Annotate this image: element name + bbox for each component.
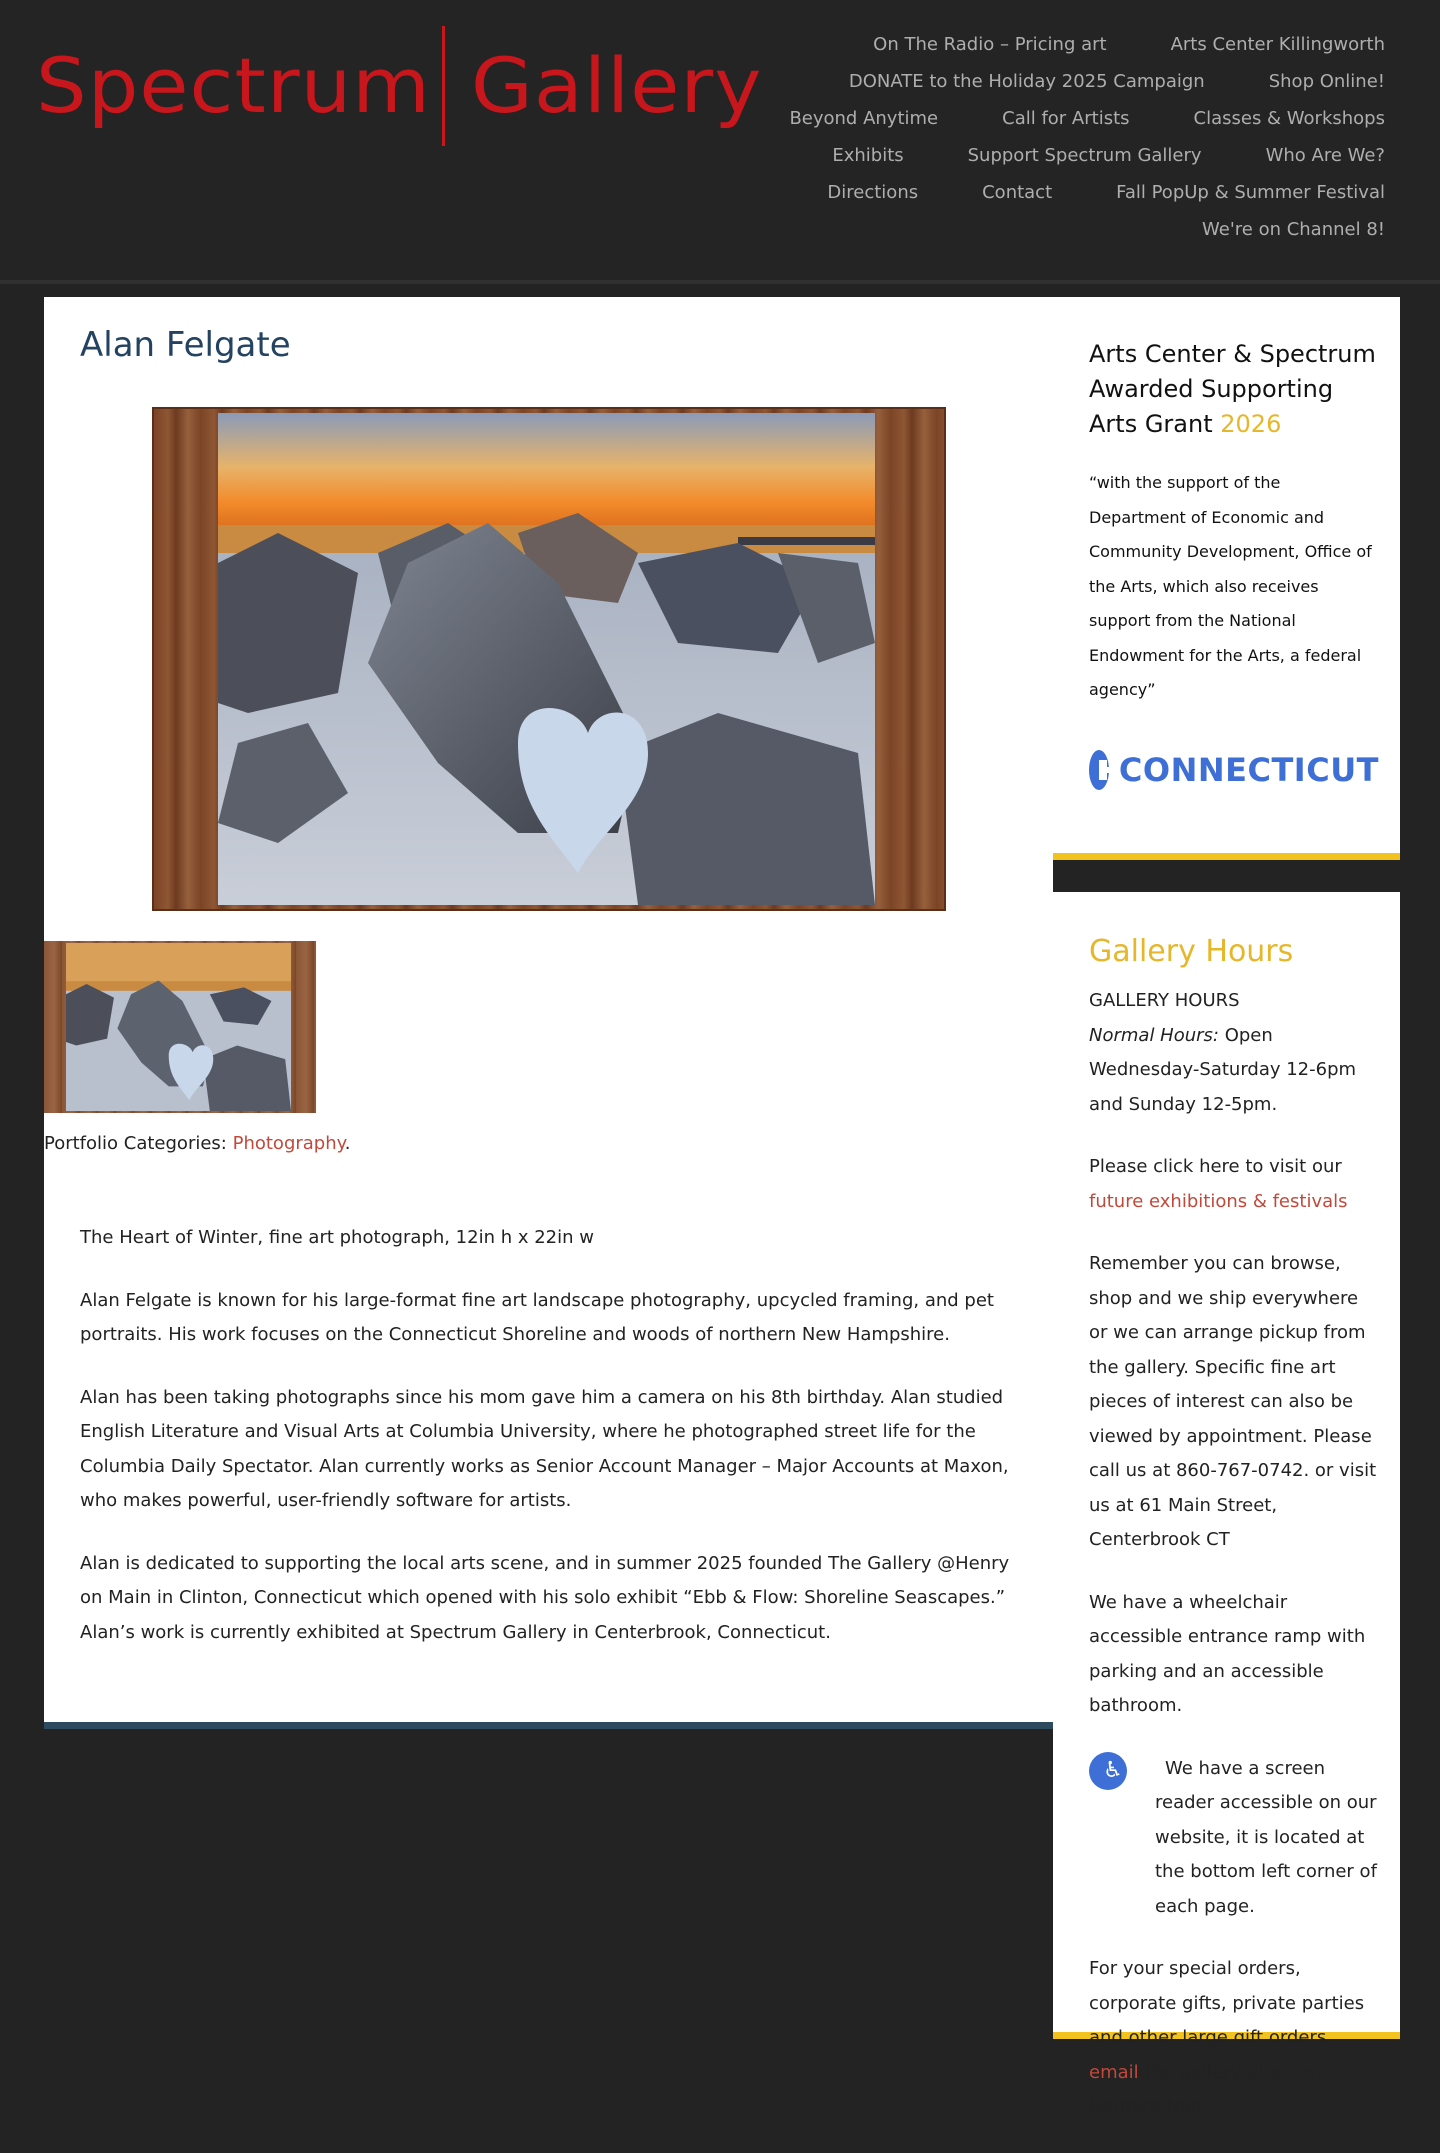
- nav-row: [765, 174, 1385, 211]
- nav-link-call-for-artists[interactable]: Call for Artists: [1002, 108, 1130, 129]
- nav-row: [765, 26, 1385, 63]
- connecticut-mark-icon: [1089, 750, 1109, 790]
- thumbnail-image: [66, 943, 291, 1111]
- connecticut-wordmark: CONNECTICUT: [1118, 750, 1379, 789]
- bio-paragraph: Alan has been taking photographs since his mom gave him a camera on his 8th birthday. Alan studied English Literature and Visual Arts at Columbia University, where he photographed street life for the Columbia Daily Spectator. Alan currently works as Senior Account Manager – Major Accounts at Maxon, who makes powerful, user-friendly software for artists.: [80, 1386, 1009, 1511]
- gallery-hours-title: Gallery Hours: [1089, 934, 1294, 969]
- future-exhibitions-link[interactable]: future exhibitions & festivals: [1089, 1190, 1348, 1212]
- screen-reader-text: We have a screen reader accessible on our website, it is located at the bottom left corner of each page.: [1155, 1757, 1377, 1917]
- nav-row: [765, 137, 1385, 174]
- nav-link-channel-8[interactable]: We're on Channel 8!: [1202, 219, 1385, 240]
- nav-link-radio-pricing[interactable]: On The Radio – Pricing art: [873, 34, 1107, 55]
- artwork-thumbnail[interactable]: [44, 941, 316, 1113]
- orders-text-end: the gallery director, Barbara Nair.: [1089, 2061, 1323, 2117]
- visit-text: Please click here to visit our: [1089, 1156, 1342, 1177]
- visit-paragraph: [1089, 1150, 1379, 1219]
- nav-row: [765, 100, 1385, 137]
- nav-row: [765, 211, 1385, 248]
- browse-paragraph: Remember you can browse, shop and we ship everywhere or we can arrange pickup from the gallery. Specific fine art pieces of interest can also be viewed by appointment. Please call us at 860-767-0742. or visit us at 61 Main Street, Centerbrook CT: [1089, 1253, 1377, 1550]
- nav-link-arts-center[interactable]: Arts Center Killingworth: [1170, 34, 1385, 55]
- featured-artwork-frame[interactable]: [152, 407, 946, 911]
- site-logo[interactable]: [36, 26, 763, 146]
- portfolio-article: [44, 297, 1053, 1729]
- portfolio-categories: [44, 1133, 350, 1154]
- gallery-hours-widget: [1053, 892, 1400, 2117]
- categories-label: Portfolio Categories:: [44, 1133, 227, 1154]
- artwork-caption: The Heart of Winter, fine art photograph, 12in h x 22in w: [80, 1227, 594, 1248]
- orders-paragraph: [1089, 1952, 1379, 2125]
- nav-link-who-are-we[interactable]: Who Are We?: [1265, 145, 1385, 166]
- nav-link-contact[interactable]: Contact: [982, 182, 1053, 203]
- normal-hours-label: Normal Hours:: [1089, 1024, 1219, 1046]
- nav-link-shop-online[interactable]: Shop Online!: [1268, 71, 1385, 92]
- nav-link-fall-popup[interactable]: Fall PopUp & Summer Festival: [1116, 182, 1385, 203]
- logo-word-gallery: Gallery: [471, 41, 763, 130]
- normal-hours-text: Open Wednesday-Saturday 12-6pm and Sunday 12-5pm.: [1089, 1024, 1357, 1115]
- accessibility-icon[interactable]: ♿: [1089, 1752, 1127, 1790]
- featured-artwork-image: [218, 413, 875, 905]
- email-link[interactable]: email: [1089, 2061, 1139, 2083]
- bio-paragraph: Alan is dedicated to supporting the local arts scene, and in summer 2025 founded The Gallery @Henry on Main in Clinton, Connecticut which opened with his solo exhibit “Ebb & Flow: Shoreline Seascapes.” Alan’s work is currently exhibited at Spectrum Gallery in Centerbrook, Connecticut.: [80, 1552, 1010, 1643]
- categories-suffix: .: [344, 1133, 351, 1154]
- nav-link-support[interactable]: Support Spectrum Gallery: [967, 145, 1202, 166]
- grant-title: [1089, 337, 1379, 442]
- logo-divider: [442, 26, 445, 146]
- main-nav: [765, 26, 1385, 248]
- grant-title-text: Arts Center & Spectrum Awarded Supporting Arts Grant: [1089, 340, 1376, 438]
- wheelchair-paragraph: We have a wheelchair accessible entrance ramp with parking and an accessible bathroom.: [1089, 1591, 1366, 1716]
- grant-quote: “with the support of the Department of Economic and Community Development, Office of the Arts, which also receives support from the National Endowment for the Arts, a federal agency”: [1089, 473, 1372, 699]
- grant-widget: [1053, 297, 1400, 860]
- logo-word-spectrum: Spectrum: [36, 41, 432, 130]
- grant-year: 2026: [1220, 410, 1282, 438]
- connecticut-logo[interactable]: [1089, 750, 1379, 790]
- screen-reader-paragraph: [1089, 1752, 1379, 1925]
- nav-link-beyond-anytime[interactable]: Beyond Anytime: [789, 108, 939, 129]
- nav-link-classes[interactable]: Classes & Workshops: [1193, 108, 1385, 129]
- nav-link-exhibits[interactable]: Exhibits: [832, 145, 904, 166]
- nav-link-directions[interactable]: Directions: [827, 182, 919, 203]
- gallery-hours-body: [1089, 984, 1379, 2125]
- nav-link-donate[interactable]: DONATE to the Holiday 2025 Campaign: [848, 71, 1205, 92]
- hours-paragraph: [1089, 984, 1379, 1122]
- category-link-photography[interactable]: Photography: [232, 1133, 345, 1154]
- site-header: [0, 0, 1440, 284]
- page-title: Alan Felgate: [80, 325, 291, 365]
- orders-text: For your special orders, corporate gifts, private parties and other large gift orders.: [1089, 1958, 1365, 2048]
- hours-heading: GALLERY HOURS: [1089, 990, 1240, 1011]
- bio-paragraph: Alan Felgate is known for his large-format fine art landscape photography, upcycled framing, and pet portraits. His work focuses on the Connecticut Shoreline and woods of northern New Hampshire.: [80, 1289, 994, 1345]
- nav-row: [765, 63, 1385, 100]
- artist-description: [80, 1221, 1020, 1678]
